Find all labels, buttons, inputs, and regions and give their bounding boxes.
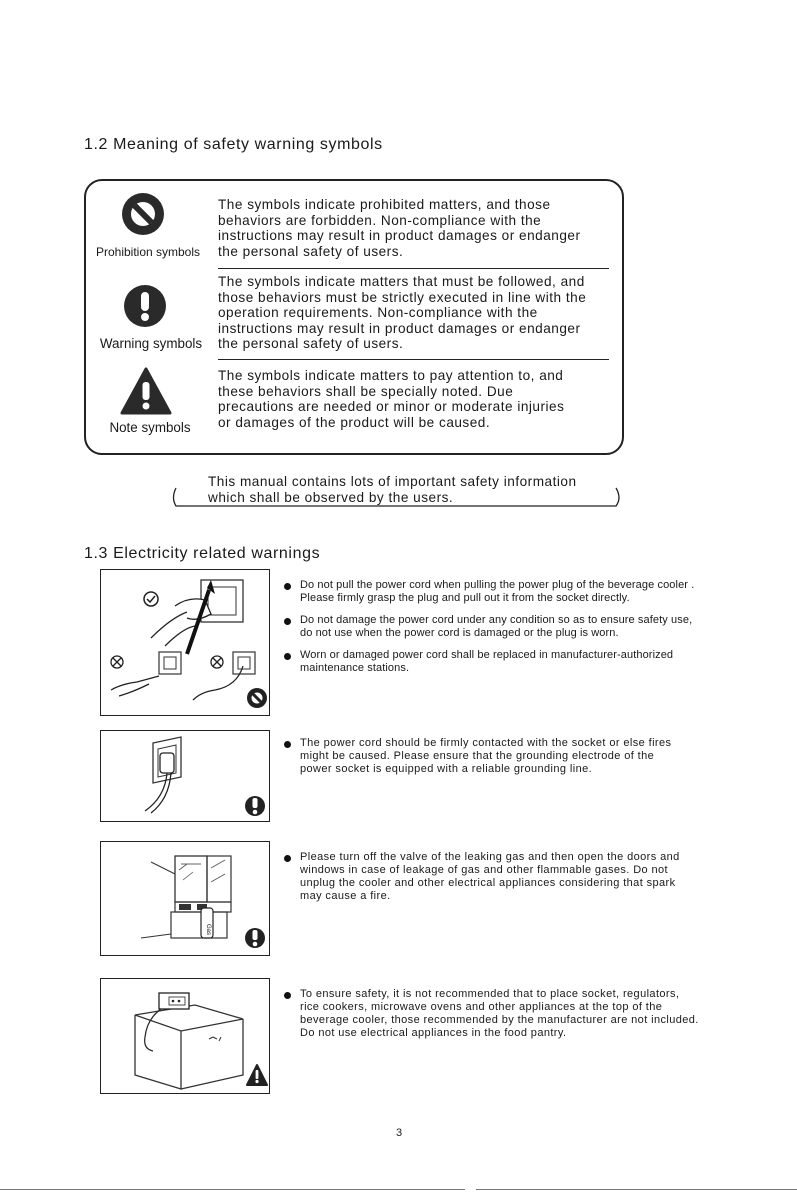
prohibition-label: Prohibition symbols (95, 245, 201, 259)
text-line: The power cord should be firmly contacted with the socket or else fires (300, 737, 672, 749)
bullets-group-2 (284, 737, 764, 776)
page-number: 3 (396, 1127, 403, 1139)
note-bracket (170, 486, 626, 510)
text-line: rice cookers, microwave ovens and other appliances at the top of the (300, 1001, 663, 1013)
scan-edge-line (0, 1189, 465, 1190)
illustration-gas-leak (100, 841, 270, 956)
text-line: the personal safety of users. (218, 243, 404, 259)
illustration-pull-plug (100, 569, 270, 716)
list-item (284, 988, 764, 1040)
divider (218, 268, 609, 269)
text-line: Do not use electrical appliances in the food pantry. (300, 1027, 567, 1039)
bullet-dot (284, 618, 291, 625)
divider (218, 359, 609, 360)
list-item (284, 614, 764, 640)
text-line: The symbols indicate matters to pay attention to, and (218, 368, 564, 383)
text-line: Do not pull the power cord when pulling the power plug of the beverage cooler . (300, 579, 695, 591)
text-line: The symbols indicate matters that must be followed, and (218, 274, 585, 289)
note-label: Note symbols (109, 420, 191, 435)
bullet-dot (284, 583, 291, 590)
note-description (218, 368, 610, 430)
bullet-dot (284, 992, 291, 999)
bullets-group-3 (284, 851, 764, 903)
list-item (284, 579, 764, 605)
section-1-2-title: 1.2 Meaning of safety warning symbols (84, 136, 383, 153)
warning-description (218, 274, 610, 352)
text-line: The symbols indicate prohibited matters, and those (218, 197, 551, 212)
text-line: which shall be observed by the users. (208, 490, 454, 505)
scan-edge-line (476, 1189, 797, 1190)
text-line: Worn or damaged power cord shall be replaced in manufacturer-authorized (300, 649, 674, 661)
text-line: these behaviors shall be specially noted. Due (218, 383, 514, 399)
bullet-dot (284, 855, 291, 862)
bullet-dot (284, 653, 291, 660)
bullets-group-4 (284, 988, 764, 1040)
text-line: those behaviors must be strictly executed in line with the (218, 289, 587, 305)
text-line: precautions are needed or minor or moderate injuries (218, 399, 565, 415)
text-line: To ensure safety, it is not recommended that to place socket, regulators, (300, 988, 680, 1000)
list-item (284, 737, 764, 776)
bullet-text (300, 737, 671, 776)
text-line: unplug the cooler and other electrical appliances considering that spark (300, 877, 676, 889)
text-line: might be caused. Please ensure that the grounding electrode of the (300, 750, 655, 762)
bullets-group-1 (284, 579, 764, 675)
text-line: Please firmly grasp the plug and pull out it from the socket directly. (300, 592, 630, 604)
caution-icon (120, 367, 172, 415)
text-line: behaviors are forbidden. Non-compliance with the (218, 212, 542, 228)
text-line: do not use when the power cord is damaged or the plug is worn. (300, 627, 619, 639)
list-item (284, 649, 764, 675)
bullet-text (300, 614, 692, 640)
bullet-text (300, 988, 699, 1040)
prohibition-icon (122, 193, 164, 235)
text-line: or damages of the product will be caused. (218, 414, 491, 430)
text-line: beverage cooler, those recommended by the manufacturer are not included. (300, 1014, 699, 1026)
prohibition-description (218, 197, 610, 259)
text-line: instructions may result in product damages or endanger (218, 228, 581, 244)
text-line: the personal safety of users. (218, 336, 404, 352)
list-item (284, 851, 764, 903)
illustration-socket (100, 730, 270, 822)
illustration-appliances-on-cooler (100, 978, 270, 1094)
text-line: Please turn off the valve of the leaking gas and then open the doors and (300, 851, 680, 863)
warning-icon (124, 285, 166, 327)
warning-label: Warning symbols (99, 336, 203, 351)
text-line: may cause a fire. (300, 890, 391, 902)
text-line: power socket is equipped with a reliable grounding line. (300, 763, 593, 775)
text-line: maintenance stations. (300, 662, 410, 674)
bullet-text (300, 851, 680, 903)
bullet-text (300, 649, 673, 675)
text-line: This manual contains lots of important safety information (208, 474, 577, 489)
bullet-dot (284, 741, 291, 748)
gas-cylinder-label: Gas (205, 924, 211, 936)
text-line: windows in case of leakage of gas and other flammable gases. Do not (300, 864, 668, 876)
text-line: instructions may result in product damages or endanger (218, 320, 581, 336)
section-1-3-title: 1.3 Electricity related warnings (84, 545, 321, 562)
text-line: Do not damage the power cord under any condition so as to ensure safety use, (300, 614, 693, 626)
text-line: operation requirements. Non-compliance with the (218, 305, 538, 321)
bullet-text (300, 579, 694, 605)
